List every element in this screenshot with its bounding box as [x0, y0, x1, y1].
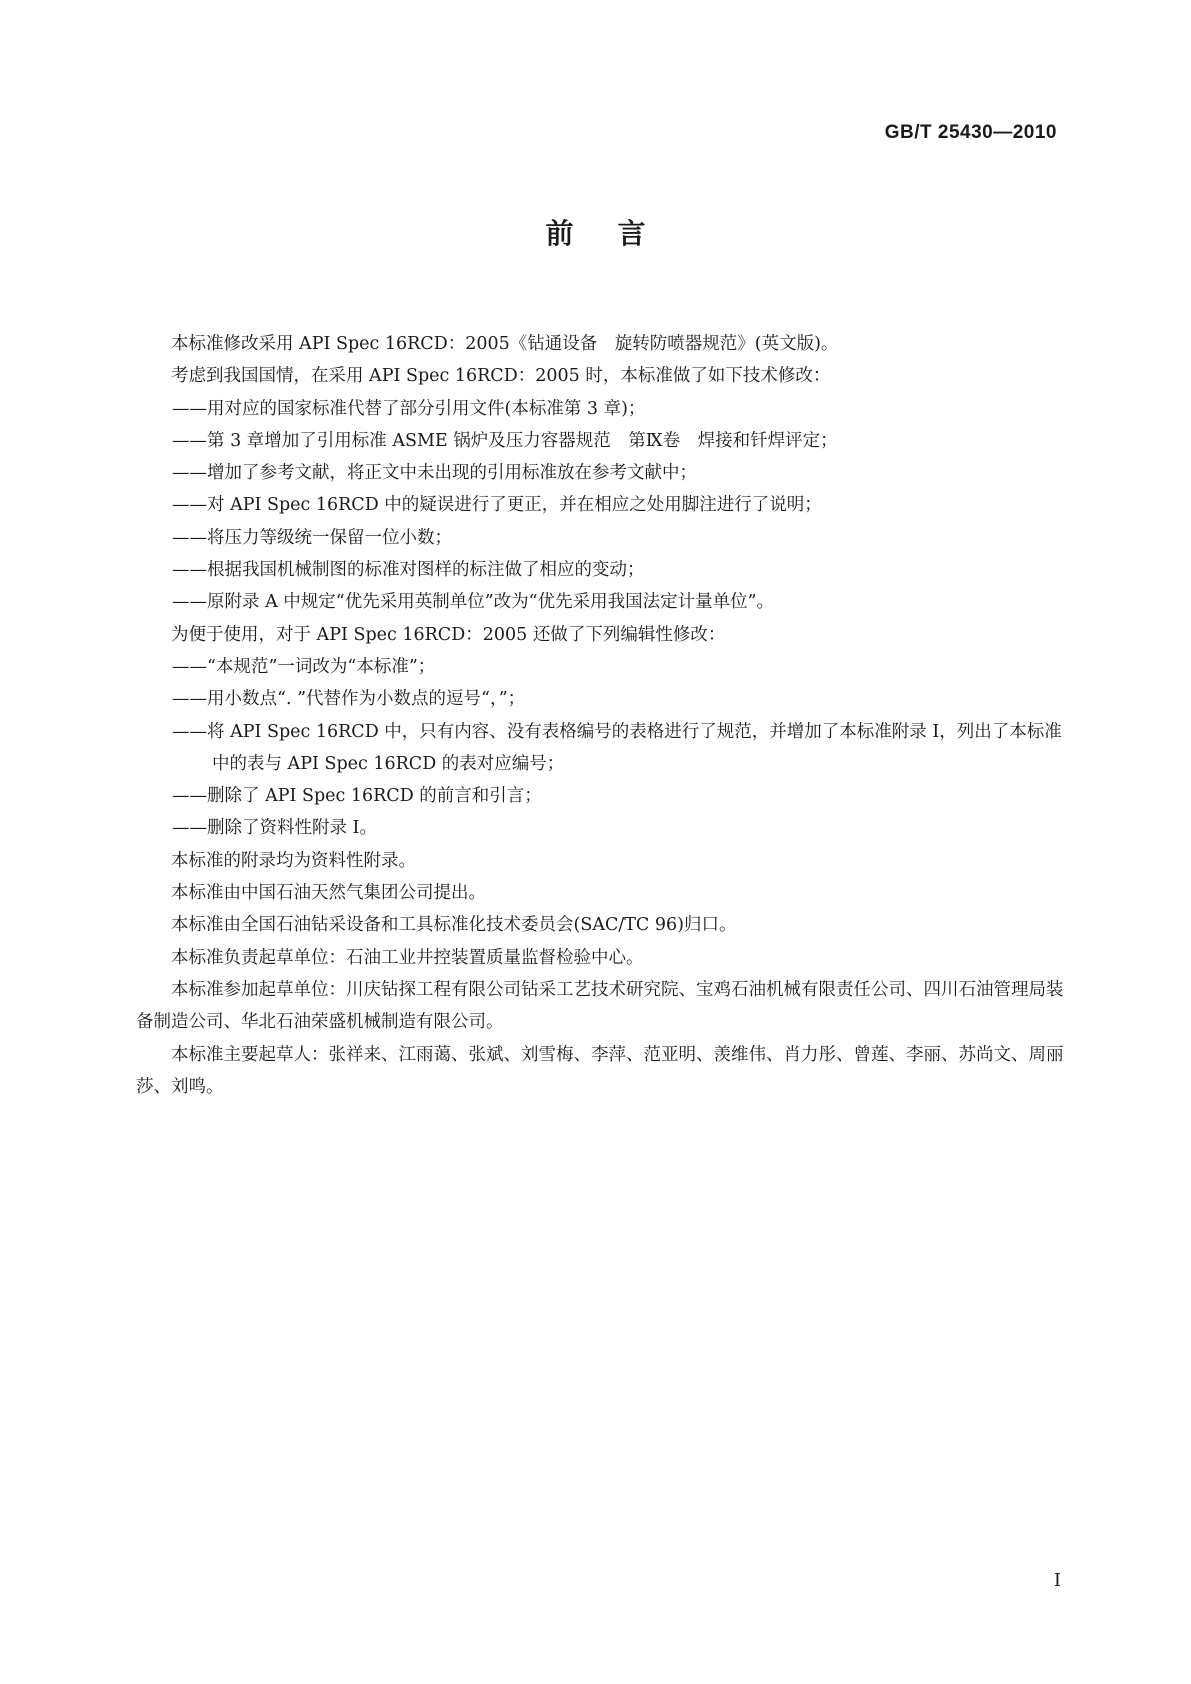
list-item-editorial-change: ——“本规范”一词改为“本标准”；	[172, 656, 436, 677]
list-item-editorial-change: ——删除了 API Spec 16RCD 的前言和引言；	[172, 786, 542, 807]
list-item-technical-change: ——增加了参考文献，将正文中未出现的引用标准放在参考文献中；	[172, 463, 697, 484]
list-item-technical-change: ——将压力等级统一保留一位小数；	[172, 527, 452, 548]
foreword-body	[136, 328, 1066, 1103]
list-item-technical-change: ——根据我国机械制图的标准对图样的标注做了相应的变动；	[172, 560, 645, 581]
list-item-technical-change: ——对 API Spec 16RCD 中的疑误进行了更正，并在相应之处用脚注进行了说明；	[172, 495, 822, 516]
paragraph-adoption: 本标准修改采用 API Spec 16RCD：2005《钻通设备 旋转防喷器规范》(英文版)。	[171, 334, 839, 354]
paragraph-main-drafters: 本标准主要起草人：张祥来、江雨蔼、张斌、刘雪梅、李萍、范亚明、羡维伟、肖力彤、曾莲、李丽、苏尚文、周丽莎、刘鸣。	[136, 1044, 1064, 1097]
list-item-editorial-change: ——用小数点“. ”代替作为小数点的逗号“，”；	[172, 689, 526, 710]
paragraph-lead-drafter: 本标准负责起草单位：石油工业井控装置质量监督检验中心。	[171, 947, 644, 968]
list-item-technical-change: ——第 3 章增加了引用标准 ASME 锅炉及压力容器规范 第Ⅸ卷 焊接和钎焊评定；	[172, 430, 838, 451]
paragraph-annex-note: 本标准的附录均为资料性附录。	[171, 850, 416, 871]
list-item-editorial-change: ——删除了资料性附录 I。	[172, 818, 377, 839]
page-title: 前言	[545, 217, 690, 250]
paragraph-committee: 本标准由全国石油钻采设备和工具标准化技术委员会(SAC/TC 96)归口。	[171, 915, 737, 936]
paragraph-participating-drafters: 本标准参加起草单位：川庆钻探工程有限公司钻采工艺技术研究院、宝鸡石油机械有限责任公司、四川石油管理局装备制造公司、华北石油荣盛机械制造有限公司。	[136, 979, 1064, 1033]
paragraph-technical-changes-intro: 考虑到我国国情，在采用 API Spec 16RCD：2005 时，本标准做了如下技术修改：	[171, 366, 831, 387]
list-item-technical-change: ——用对应的国家标准代替了部分引用文件(本标准第 3 章)；	[172, 398, 646, 419]
document-code: GB/T 25430—2010	[884, 122, 1057, 143]
list-item-technical-change: ——原附录 A 中规定“优先采用英制单位”改为“优先采用我国法定计量单位”。	[172, 592, 775, 613]
list-item-editorial-change: ——将 API Spec 16RCD 中，只有内容、没有表格编号的表格进行了规范，并增加了本标准附录 I，列出了本标准中的表与 API Spec 16RCD 的表对应编号；	[172, 721, 1062, 774]
paragraph-editorial-changes-intro: 为便于使用，对于 API Spec 16RCD：2005 还做了下列编辑性修改：	[171, 624, 726, 645]
paragraph-proposer: 本标准由中国石油天然气集团公司提出。	[171, 883, 486, 904]
page-number: I	[1053, 1570, 1061, 1591]
